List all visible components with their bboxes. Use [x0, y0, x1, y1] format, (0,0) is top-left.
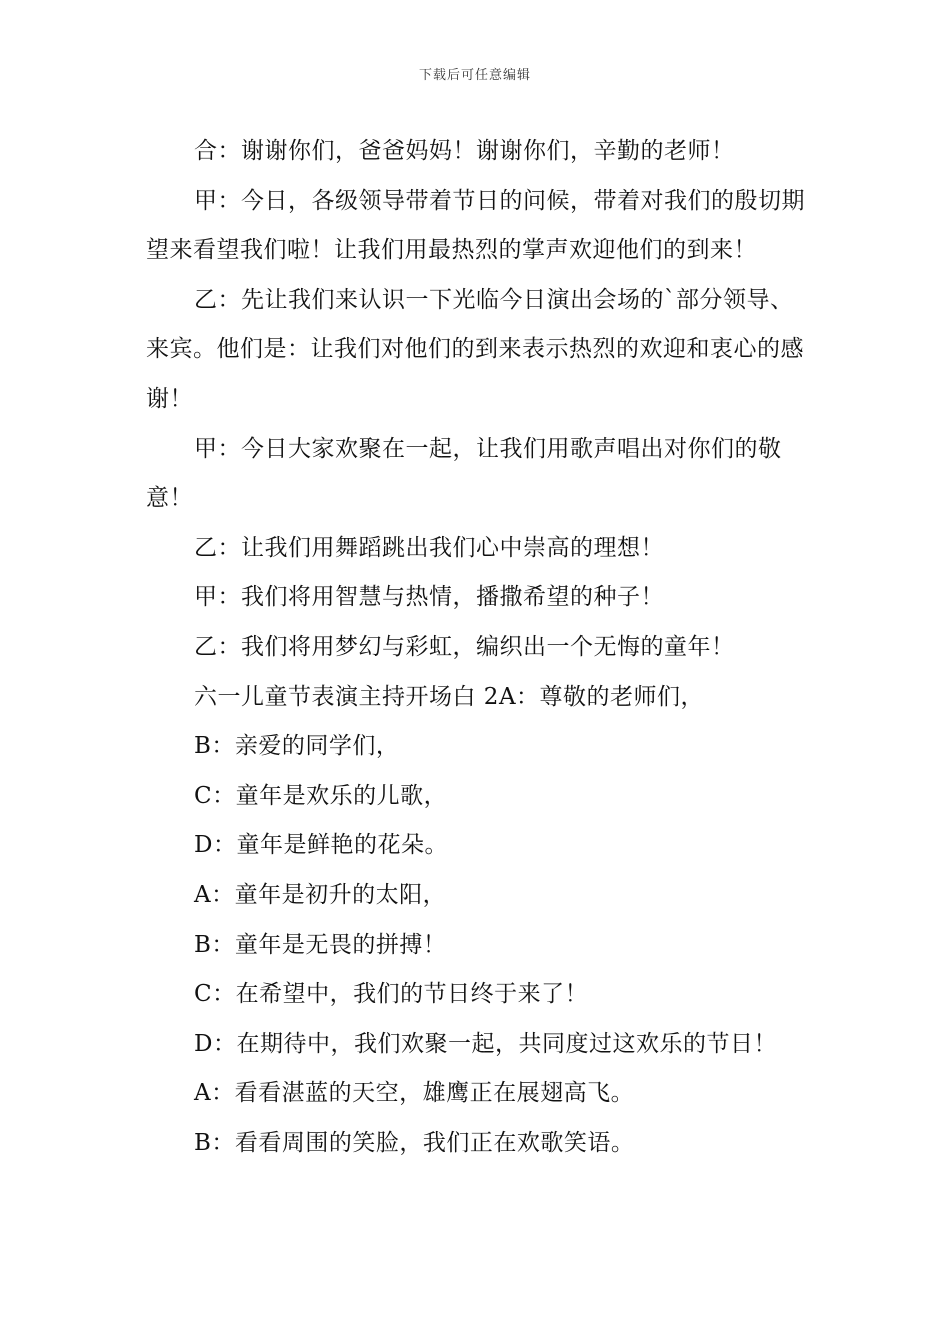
paragraph: 乙：先让我们来认识一下光临今日演出会场的`部分领导、来宾。他们是：让我们对他们的到来表示热烈的欢迎和衷心的感谢！: [146, 286, 804, 412]
paragraph: A：童年是初升的太阳，: [194, 881, 447, 908]
document-body: [146, 127, 814, 1168]
paragraph: D：在期待中，我们欢聚一起，共同度过这欢乐的节日！: [194, 1030, 777, 1057]
paragraph: 乙：我们将用梦幻与彩虹，编织出一个无悔的童年！: [194, 633, 735, 660]
paragraph: C：在希望中，我们的节日终于来了！: [194, 981, 589, 1008]
paragraph: B：童年是无畏的拼搏！: [194, 931, 447, 958]
paragraph: 甲：我们将用智慧与热情，播撒希望的种子！: [194, 584, 664, 611]
page-header: 下载后可任意编辑: [418, 68, 531, 83]
paragraph: C：童年是欢乐的儿歌，: [194, 782, 448, 809]
paragraph: D：童年是鲜艳的花朵。: [194, 832, 448, 859]
paragraph: A：看看湛蓝的天空，雄鹰正在展翅高飞。: [194, 1080, 635, 1107]
paragraph: 甲：今日，各级领导带着节日的问候，带着对我们的殷切期望来看望我们啦！让我们用最热烈的掌声欢迎他们的到来！: [146, 187, 805, 264]
paragraph: B：看看周围的笑脸，我们正在欢歌笑语。: [194, 1129, 635, 1156]
paragraph: 甲：今日大家欢聚在一起，让我们用歌声唱出对你们的敬意！: [146, 435, 782, 512]
paragraph: 六一儿童节表演主持开场白 2A：尊敬的老师们，: [194, 683, 705, 710]
paragraph: B：亲爱的同学们，: [194, 733, 400, 760]
paragraph: 乙：让我们用舞蹈跳出我们心中崇高的理想！: [194, 534, 664, 561]
paragraph: 合：谢谢你们，爸爸妈妈！谢谢你们，辛勤的老师！: [194, 138, 735, 164]
